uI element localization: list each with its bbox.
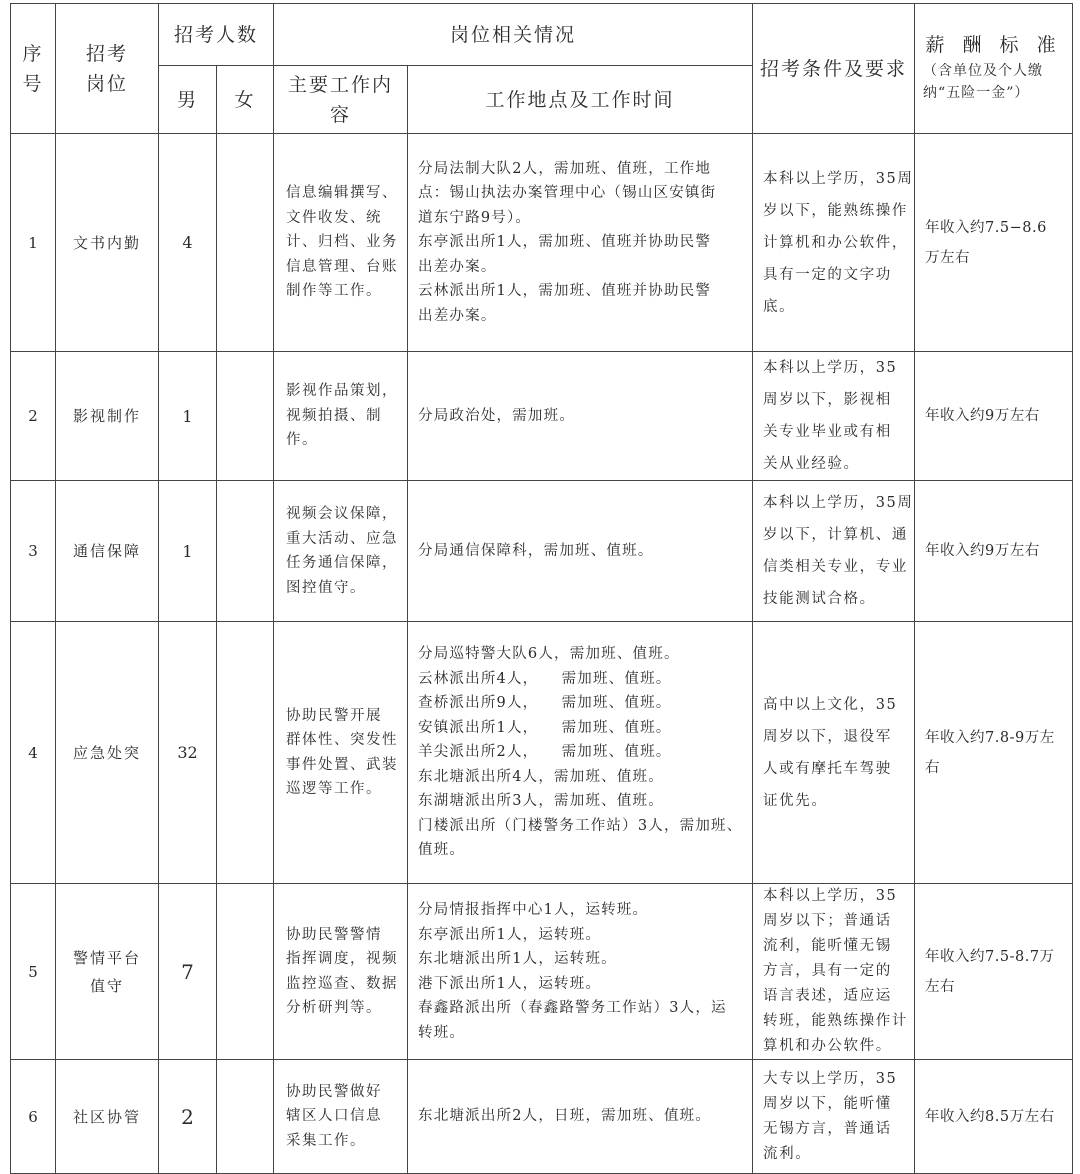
- row-female-count: [217, 134, 274, 352]
- row-seq: 5: [11, 884, 56, 1060]
- row-seq: 6: [11, 1060, 56, 1174]
- table-row: [11, 481, 1073, 622]
- row-salary: 年收入约7.8-9万左 右: [915, 622, 1073, 884]
- row-female-count: [217, 1060, 274, 1174]
- row-duty: 视频会议保障， 重大活动、应急 任务通信保障， 图控值守。: [274, 481, 408, 622]
- row-male-count: 7: [159, 884, 217, 1060]
- row-duty: 影视作品策划， 视频拍摄、制 作。: [274, 352, 408, 481]
- table-row: [11, 622, 1073, 884]
- row-duty: 信息编辑撰写、 文件收发、统 计、归档、业务 信息管理、台账 制作等工作。: [274, 134, 408, 352]
- header-salary-note: （含单位及个人缴纳“五险一金”）: [923, 62, 1044, 101]
- header-count: 招考人数: [159, 4, 274, 66]
- row-female-count: [217, 622, 274, 884]
- row-position: 警情平台 值守: [56, 884, 159, 1060]
- header-row-1: [11, 4, 1073, 66]
- table-row: [11, 884, 1073, 1060]
- row-requirement: 本科以上学历，35 周岁以下；普通话 流利，能听懂无锡 方言，具有一定的 语言表述，适应运 转班，能熟练操作计 算机和办公软件。: [753, 884, 915, 1060]
- row-duty: 协助民警开展 群体性、突发性 事件处置、武装 巡逻等工作。: [274, 622, 408, 884]
- row-salary: 年收入约8.5万左右: [915, 1060, 1073, 1174]
- row-requirement: 高中以上文化，35 周岁以下，退役军 人或有摩托车驾驶 证优先。: [753, 622, 915, 884]
- row-duty: 协助民警警情 指挥调度，视频 监控巡查、数据 分析研判等。: [274, 884, 408, 1060]
- row-place: 分局巡特警大队6人，需加班、值班。 云林派出所4人， 需加班、值班。 查桥派出所9人， 需加班、值班。 安镇派出所1人， 需加班、值班。 羊尖派出所2人， 需加班、值班。 东北塘派出所4人，需加班、值班。 东湖塘派出所3人，需加班、值班。 门楼派出所（门楼警务工作站）3人，需加班、 值班。: [408, 622, 753, 884]
- row-position: 应急处突: [56, 622, 159, 884]
- row-seq: 1: [11, 134, 56, 352]
- row-duty: 协助民警做好 辖区人口信息 采集工作。: [274, 1060, 408, 1174]
- row-requirement: 本科以上学历，35周 岁以下，能熟练操作 计算机和办公软件， 具有一定的文字功 底。: [753, 134, 915, 352]
- row-salary: 年收入约7.5-8.7万 左右: [915, 884, 1073, 1060]
- table-row: [11, 134, 1073, 352]
- header-seq: 序 号: [11, 4, 56, 134]
- row-salary: 年收入约9万左右: [915, 481, 1073, 622]
- row-place: 东北塘派出所2人，日班，需加班、值班。: [408, 1060, 753, 1174]
- row-place: 分局情报指挥中心1人，运转班。 东亭派出所1人，运转班。 东北塘派出所1人，运转班。 港下派出所1人，运转班。 春鑫路派出所（春鑫路警务工作站）3人，运 转班。: [408, 884, 753, 1060]
- header-position: 招考 岗位: [56, 4, 159, 134]
- row-salary: 年收入约7.5−8.6 万左右: [915, 134, 1073, 352]
- row-place: 分局法制大队2人，需加班、值班，工作地 点：锡山执法办案管理中心（锡山区安镇街 道东宁路9号）。 东亭派出所1人，需加班、值班并协助民警 出差办案。 云林派出所1人，需加班、值班并协助民警 出差办案。: [408, 134, 753, 352]
- row-position: 通信保障: [56, 481, 159, 622]
- row-position: 文书内勤: [56, 134, 159, 352]
- header-female: 女: [217, 66, 274, 134]
- recruitment-table: [10, 3, 1073, 1174]
- row-male-count: 4: [159, 134, 217, 352]
- row-requirement: 本科以上学历，35 周岁以下，影视相 关专业毕业或有相 关从业经验。: [753, 352, 915, 481]
- row-seq: 2: [11, 352, 56, 481]
- row-position: 社区协管: [56, 1060, 159, 1174]
- header-info: 岗位相关情况: [274, 4, 753, 66]
- row-male-count: 1: [159, 352, 217, 481]
- table-row: [11, 352, 1073, 481]
- header-salary-title: 薪 酬 标 准: [925, 33, 1062, 56]
- header-male: 男: [159, 66, 217, 134]
- row-female-count: [217, 884, 274, 1060]
- table-row: [11, 1060, 1073, 1174]
- row-requirement: 大专以上学历，35 周岁以下，能听懂 无锡方言，普通话 流利。: [753, 1060, 915, 1174]
- row-position: 影视制作: [56, 352, 159, 481]
- row-seq: 3: [11, 481, 56, 622]
- header-duty: 主要工作内容: [274, 66, 408, 134]
- row-male-count: 2: [159, 1060, 217, 1174]
- header-place: 工作地点及工作时间: [408, 66, 753, 134]
- row-requirement: 本科以上学历，35周 岁以下，计算机、通 信类相关专业，专业 技能测试合格。: [753, 481, 915, 622]
- header-requirement: 招考条件及要求: [753, 4, 915, 134]
- row-male-count: 1: [159, 481, 217, 622]
- header-salary: [915, 4, 1073, 134]
- row-female-count: [217, 481, 274, 622]
- row-salary: 年收入约9万左右: [915, 352, 1073, 481]
- row-female-count: [217, 352, 274, 481]
- row-male-count: 32: [159, 622, 217, 884]
- row-place: 分局政治处，需加班。: [408, 352, 753, 481]
- row-place: 分局通信保障科，需加班、值班。: [408, 481, 753, 622]
- row-seq: 4: [11, 622, 56, 884]
